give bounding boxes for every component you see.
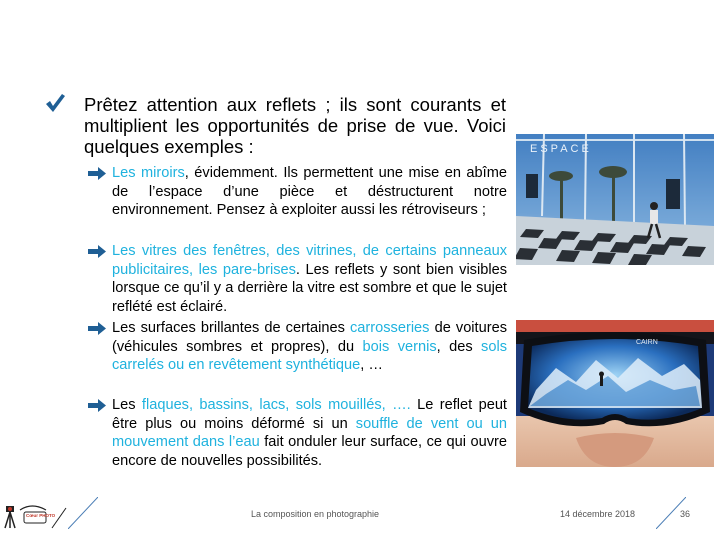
highlight-text: flaques, bassins, lacs, sols mouillés, …. — [141, 397, 411, 413]
item-text: fait onduler leur surface, ce qui ouvre encore de nouvelles possibilités. — [112, 434, 507, 469]
checkmark-icon — [44, 92, 66, 114]
item-text: Le reflet peut être plus ou moins déformé si un — [112, 397, 507, 432]
sign-text: ESPACE — [530, 143, 592, 155]
highlight-text: carrosseries — [350, 320, 430, 336]
item-text: , des — [436, 338, 482, 355]
goggle-brand-text: CAIRN — [636, 339, 658, 346]
list-item — [112, 164, 507, 220]
item-text: , … — [360, 357, 383, 373]
logo-text: Cœur PHOTO — [26, 513, 56, 518]
highlight-text: souffle de vent ou un mouvement dans l’eau — [112, 415, 507, 450]
highlight-text: Les vitres des fenêtres, des vitrines, de certains panneaux publicitaires, les pare-brises — [112, 243, 507, 278]
item-text: Les surfaces brillantes de certaines — [112, 320, 350, 336]
arrow-right-icon — [87, 166, 107, 181]
highlight-text: bois vernis — [362, 338, 437, 355]
list-item — [112, 319, 507, 375]
item-text: Les — [112, 397, 142, 413]
divider — [68, 497, 98, 529]
arrow-right-icon — [87, 244, 107, 259]
highlight-text: Les miroirs — [112, 165, 185, 181]
ski-goggles-photo — [516, 320, 714, 467]
arrow-right-icon — [87, 321, 107, 336]
item-text: . Les reflets y sont bien visibles lorsque ce qu’il y a derrière la vitre est sombre et que le sujet reflété est éclairé. — [112, 261, 507, 315]
page-number: 36 — [680, 509, 691, 519]
footer-date: 14 décembre 2018 — [560, 509, 636, 519]
logo — [2, 500, 68, 530]
arrow-right-icon — [87, 398, 107, 413]
storefront-reflection-photo — [516, 134, 714, 265]
list-item — [112, 242, 507, 316]
item-text: , évidemment. Ils permettent une mise en abîme de l’espace d’une pièce et déstructurent notre environnement. Pensez à exploiter aussi les rétroviseurs ; — [112, 165, 507, 218]
highlight-text: sols carrelés ou en revêtement synthétique — [112, 338, 507, 373]
list-item — [112, 396, 507, 470]
main-bullet-text: Prêtez attention aux reflets ; ils sont courants et multiplient les opportunités de prise de vue. Voici quelques exemples : — [84, 94, 506, 157]
item-text: de voitures (véhicules sombres et propres), du — [112, 320, 507, 355]
footer-title: La composition en photographie — [250, 509, 380, 519]
